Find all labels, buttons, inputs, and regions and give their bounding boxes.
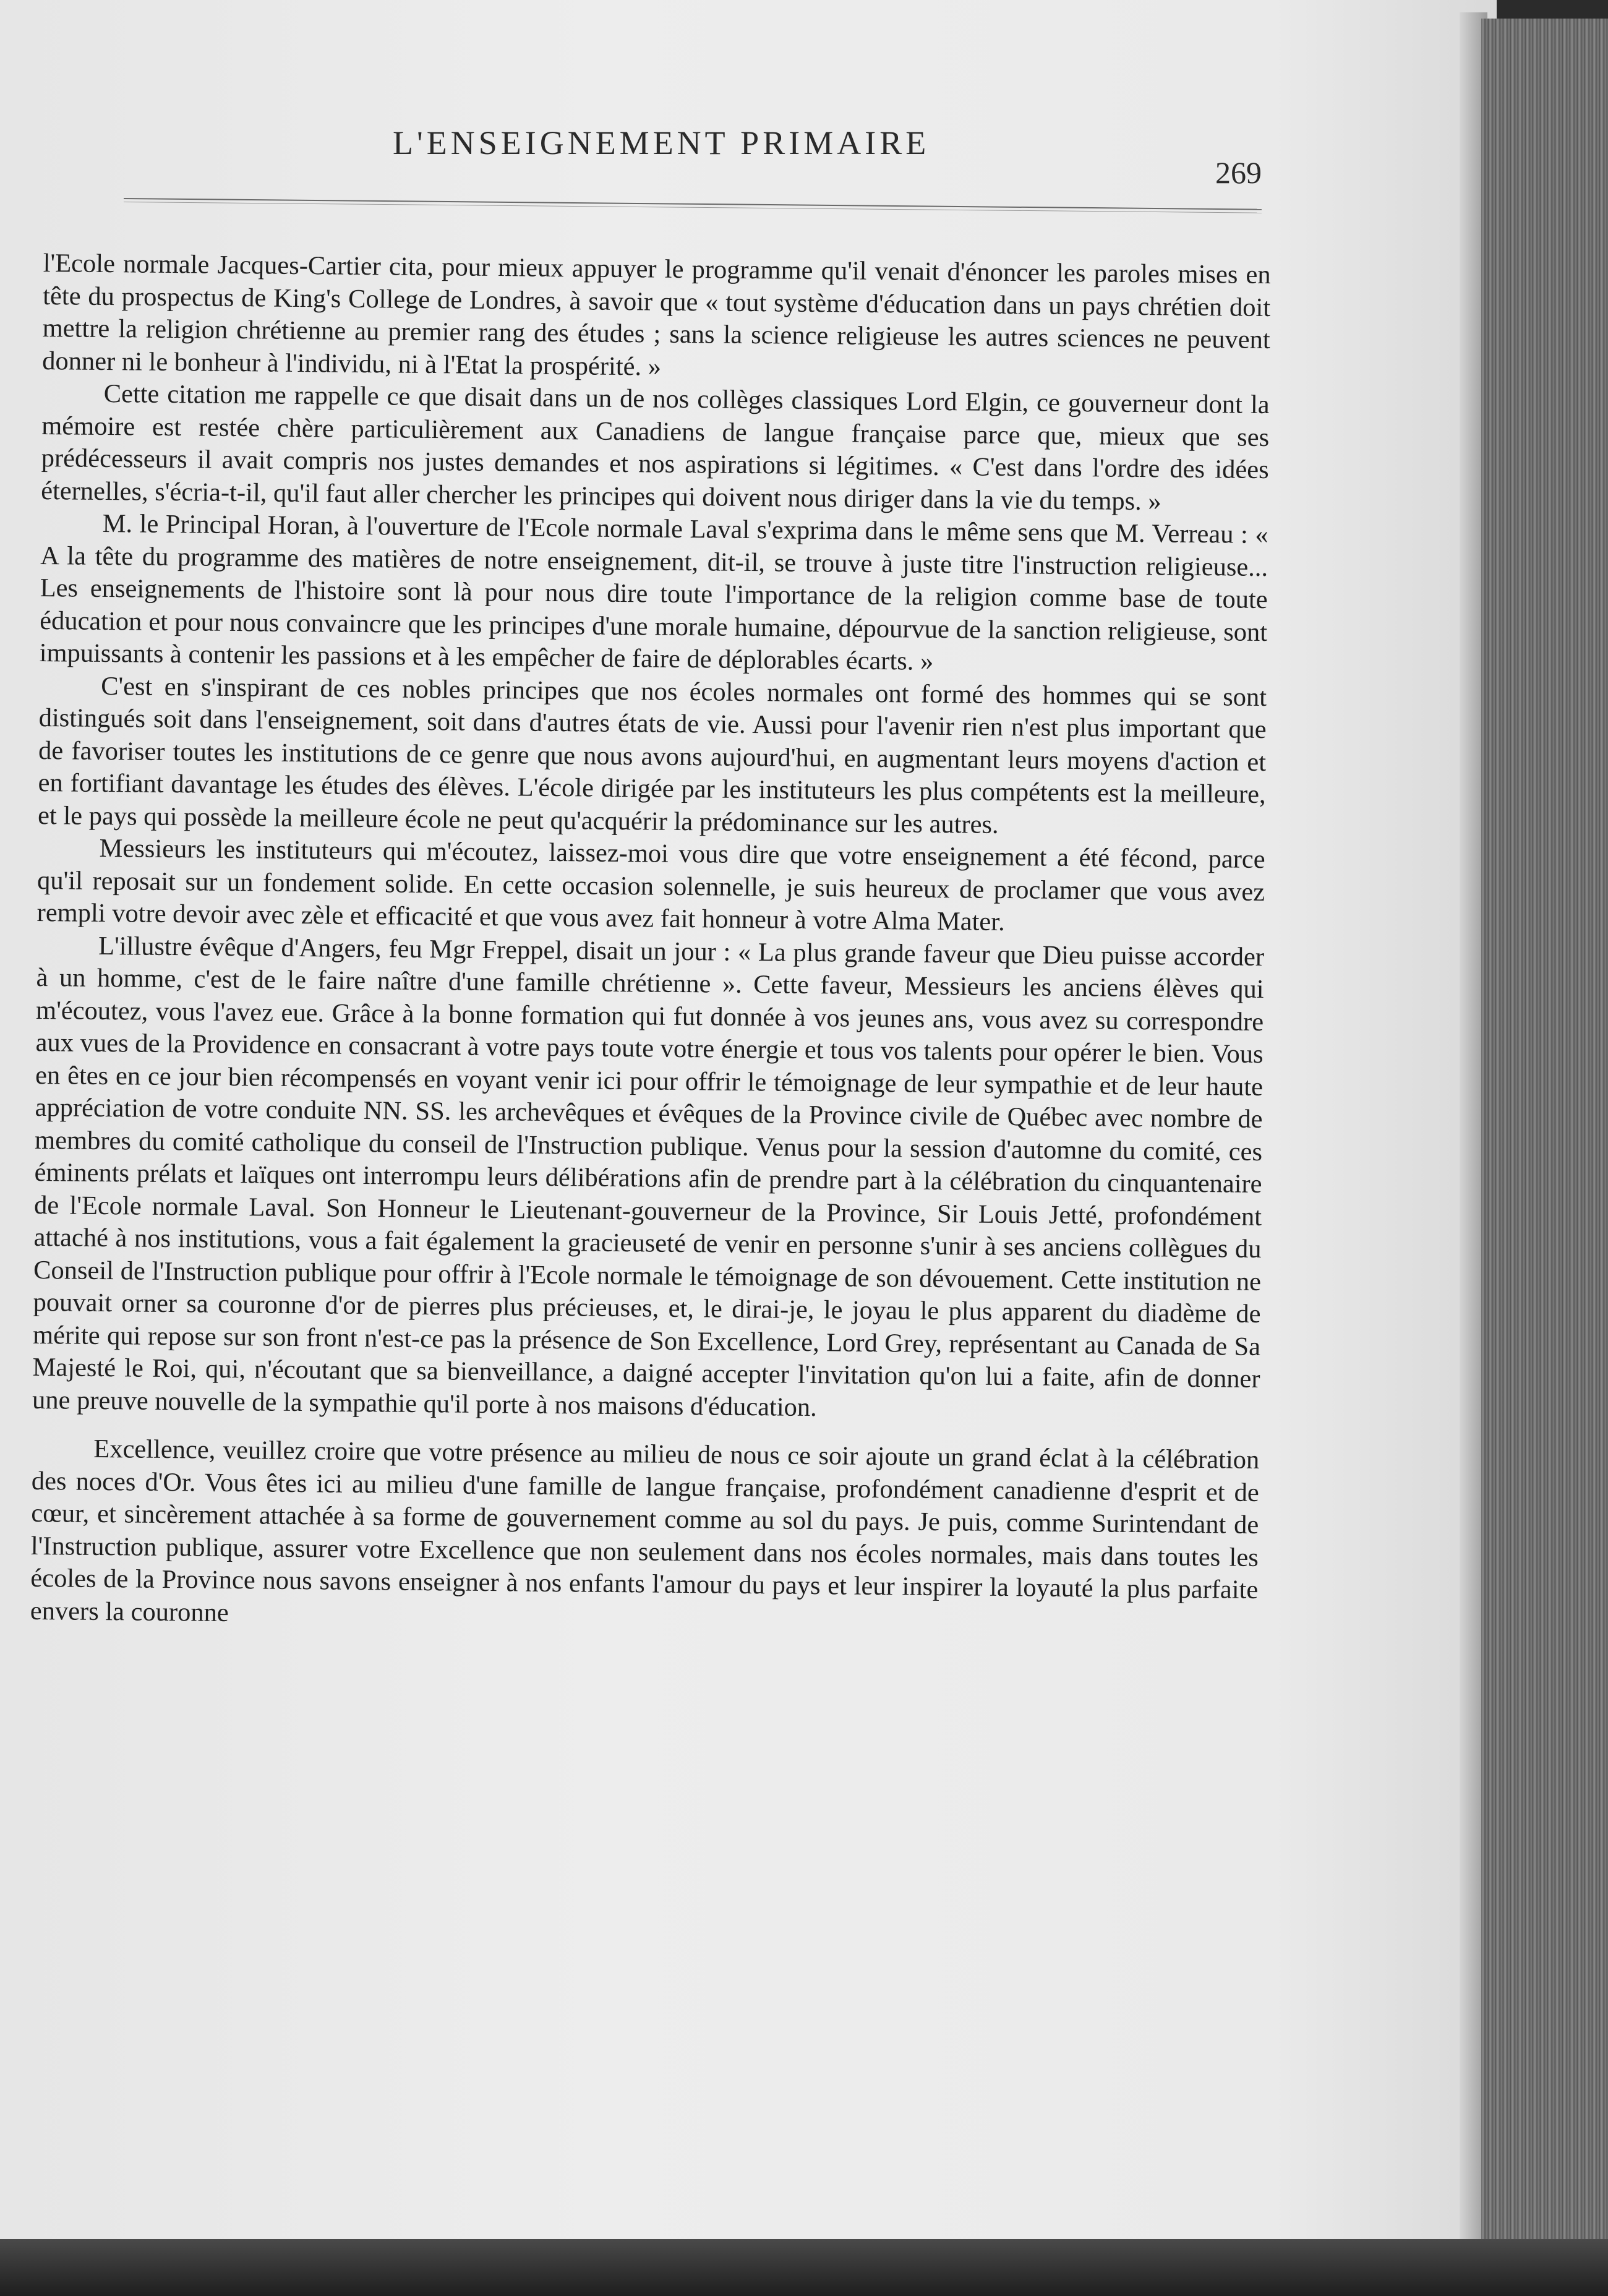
book-page-edges bbox=[1481, 19, 1608, 2270]
paragraph: Messieurs les instituteurs qui m'écoutez, laissez-moi vous dire que votre enseignement a été fécond, parce qu'il reposait sur un fondement solide. En cette occasion solennelle, je suis heureux de proclamer que vous avez rempli votre devoir avec zèle et efficacité et que vous avez fait honneur à votre Alma Mater. bbox=[36, 833, 1265, 936]
paragraph: Excellence, veuillez croire que votre présence au milieu de nous ce soir ajoute un grand éclat à la célébration des noces d'Or. Vous êtes ici au milieu d'une famille de langue française, profondément canadienne d'esprit et de cœur, et sincèrement attachée à sa forme de gouvernement comme au sol du pays. Je puis, comme Surintendant de l'Instruction publique, assurer votre Excellence que non seulement dans nos écoles normales, mais dans toutes les écoles de la Province nous savons enseigner à nos enfants l'amour du pays et leur inspirer la loyauté la plus parfaite envers la couronne bbox=[30, 1434, 1260, 1627]
paragraph: L'illustre évêque d'Angers, feu Mgr Freppel, disait un jour : « La plus grande faveur que Dieu puisse accorder à un homme, c'est de le faire naître d'une famille chrétienne ». Cette faveur, Messieurs les anciens élèves qui m'écoutez, vous l'avez eue. Grâce à la bonne formation qui fut donnée à vos jeunes ans, vous avez su correspondre aux vues de la Providence en consacrant à votre pays toute votre énergie et tous vos talents pour opérer le bien. Vous en êtes en ce jour bien récompensés en voyant venir ici pour offrir le témoignage de leur sympathie et de leur haute appréciation de votre conduite NN. SS. les archevêques et évêques de la Province civile de Québec avec nombre de membres du comité catholique du conseil de l'Instruction publique. Venus pour la session d'automne du comité, ces éminents prélats et laïques ont interrompu leurs délibérations afin de prendre part à la célébration du cinquantenaire de l'Ecole normale Laval. Son Honneur le Lieutenant-gouverneur de la Province, Sir Louis Jetté, profondément attaché à nos institutions, vous a fait également la gracieuseté de venir en personne s'unir à ses anciens collègues du Conseil de l'Instruction publique pour offrir à l'Ecole normale le témoignage de son dévouement. Cette institution ne pouvait orner sa couronne d'or de pierres plus précieuses, et, le dirai-je, le joyau le plus apparent du diadème de mérite qui repose sur son front n'est-ce pas la présence de Son Excellence, Lord Grey, représentant au Canada de Sa Majesté le Roi, qui, n'écoutant que sa bienveillance, a daigné accepter l'invitation qu'on lui a faite, afin de donner une preuve nouvelle de la sympathie qu'il porte à nos maisons d'éducation. bbox=[32, 931, 1265, 1422]
paragraph: M. le Principal Horan, à l'ouverture de l'Ecole normale Laval s'exprima dans le même sens que M. Verreau : « A la tête du programme des matières de notre enseignement, dit-il, se trouve à juste titre l'instruction religieuse... Les enseignements de l'histoire sont là pour nous dire toute l'importance de la religion comme base de toute éducation et pour nous convaincre que les principes d'une morale humaine, dépourvue de la sanction religieuse, sont impuissants à contenir les passions et à les empêcher de faire de déplorables écarts. » bbox=[39, 508, 1268, 676]
paragraph: Cette citation me rappelle ce que disait dans un de nos collèges classiques Lord Elgin, ce gouverneur dont la mémoire est restée chère particulièrement aux Canadiens de langue française parce que, mieux que ses prédécesseurs il avait compris nos justes demandes et nos aspirations si légitimes. « C'est dans l'ordre des idées éternelles, s'écria-t-il, qu'il faut aller chercher les principes qui doivent nous diriger dans la vie du temps. » bbox=[41, 379, 1270, 516]
paragraph: l'Ecole normale Jacques-Cartier cita, pour mieux appuyer le programme qu'il venait d'énoncer les paroles mises en tête du prospectus de King's College de Londres, à savoir que « tout système d'éducation dans un pays chrétien doit mettre la religion chrétienne au premier rang des études ; sans la science religieuse les autres sciences ne peuvent donner ni le bonheur à l'individu, ni à l'Etat la prospérité. » bbox=[42, 248, 1271, 382]
paragraph: C'est en s'inspirant de ces nobles principes que nos écoles normales ont formé des hommes qui se sont distingués soit dans l'enseignement, soit dans d'autres états de vie. Aussi pour l'avenir rien n'est plus important que de favoriser toutes les institutions de ce genre que nous avons aujourd'hui, en augmentant leurs moyens d'action et en fortifiant davantage les études des élèves. L'école dirigée par les instituteurs les plus compétents est la meilleure, et le pays qui possède la meilleure école ne peut qu'acquérir la prédominance sur les autres. bbox=[37, 671, 1267, 839]
page-number: 269 bbox=[1215, 155, 1262, 190]
body-text bbox=[30, 247, 1271, 1639]
bottom-shadow bbox=[0, 2239, 1608, 2296]
running-head: L'ENSEIGNEMENT PRIMAIRE bbox=[393, 124, 930, 161]
page-header bbox=[74, 118, 1299, 192]
